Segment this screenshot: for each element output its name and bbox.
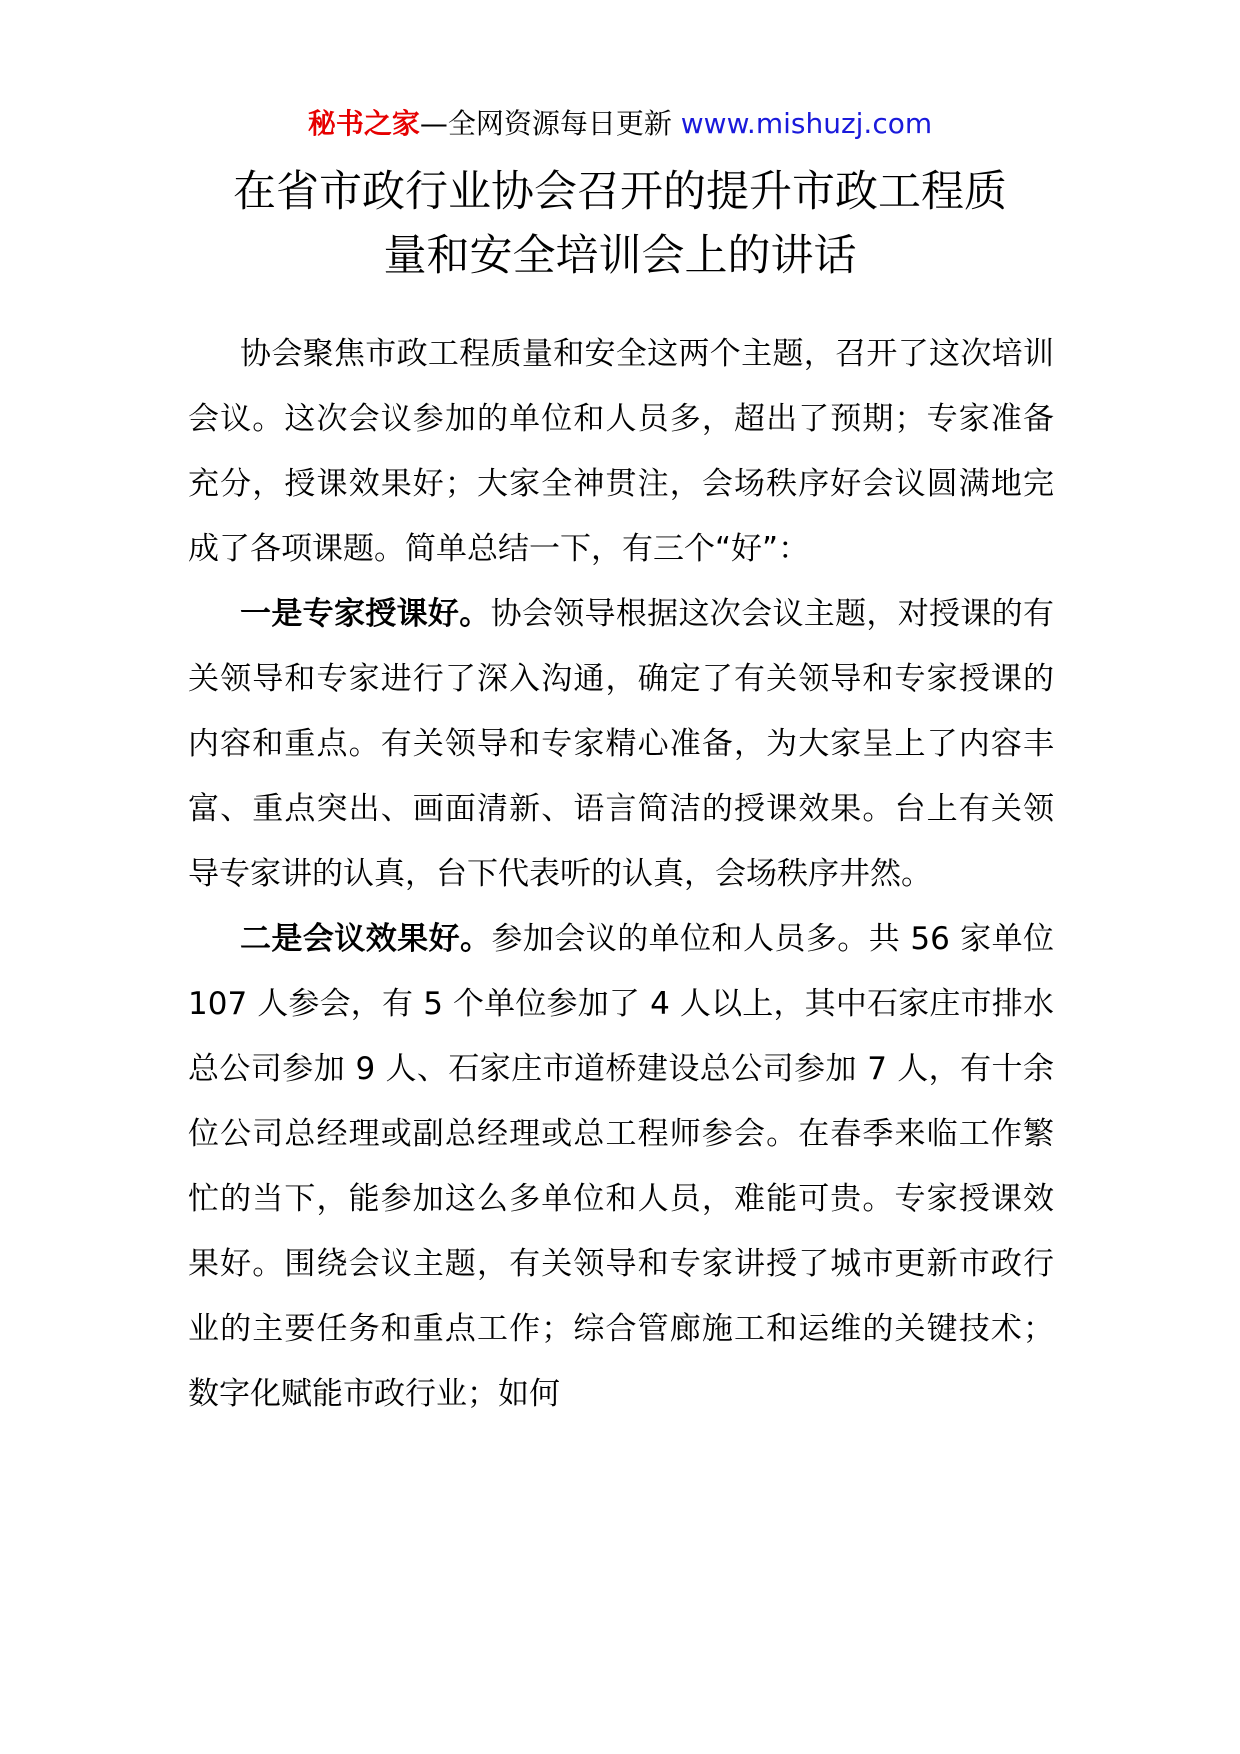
paragraph-point-2 [188,907,1054,1427]
paragraph-text: 协会聚焦市政工程质量和安全这两个主题，召开了这次培训会议。这次会议参加的单位和人员多，超出了预期；专家准备充分，授课效果好；大家全神贯注，会场秩序好会议圆满地完成了各项课题。简单总结一下，有三个“好”： [188,336,1054,567]
header-tagline: —全网资源每日更新 [419,107,681,140]
brand-name: 秘书之家 [307,107,420,140]
document-title [180,160,1060,288]
paragraph-text: 协会领导根据这次会议主题，对授课的有关领导和专家进行了深入沟通，确定了有关领导和专家授课的内容和重点。有关领导和专家精心准备，为大家呈上了内容丰富、重点突出、画面清新、语言简洁的授课效果。台上有关领导专家讲的认真，台下代表听的认真，会场秩序井然。 [188,596,1055,892]
title-line-1: 在省市政行业协会召开的提升市政工程质 [233,167,1007,217]
title-line-2: 量和安全培训会上的讲话 [383,231,857,281]
paragraph-heading: 二是会议效果好。 [240,921,492,957]
paragraph-text: 参加会议的单位和人员多。共 56 家单位 107 人参会，有 5 个单位参加了 4 人以上，其中石家庄市排水总公司参加 9 人、石家庄市道桥建设总公司参加 7 人，有十余位公司总经理或副总经理或总工程师参会。在春季来临工作繁忙的当下，能参加这么多单位和人员，难能可贵。专家授课效果好。围绕会议主题，有关领导和专家讲授了城市更新市政行业的主要任务和重点工作；综合管廊施工和运维的关键技术；数字化赋能市政行业；如何 [188,921,1055,1412]
paragraph-intro [188,322,1054,582]
site-header [0,104,1240,144]
paragraph-heading: 一是专家授课好。 [240,596,491,632]
paragraph-point-1 [188,582,1054,907]
site-url-link[interactable]: www.mishuzj.com [680,107,933,140]
document-body [188,322,1054,1427]
